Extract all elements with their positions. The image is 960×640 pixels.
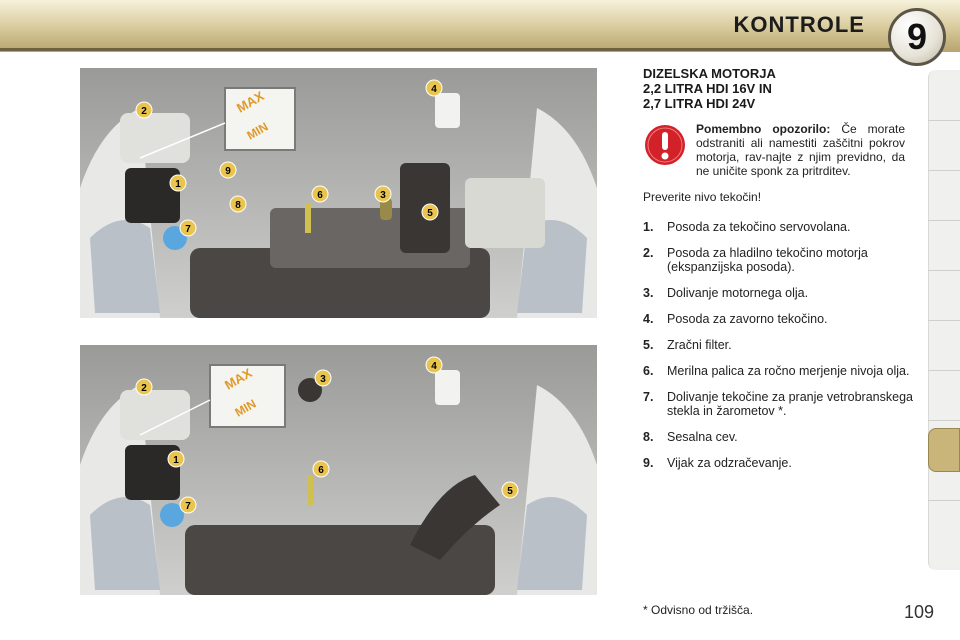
max-mark-label: MAX [222,365,255,393]
svg-text:6: 6 [317,190,323,201]
callout-7 [180,497,196,513]
callout-3 [375,186,391,202]
callout-8 [230,196,246,212]
svg-text:4: 4 [431,84,437,95]
engine-heading-line: DIZELSKA MOTORJA [643,66,776,81]
warning-lead: Pomembno opozorilo: [696,122,831,136]
callout-6 [313,461,329,477]
list-item: 4. Posoda za zavorno tekočino. [643,312,828,326]
callout-2 [136,379,152,395]
check-fluids-text: Preverite nivo tekočin! [643,190,762,204]
engine-heading [643,66,913,111]
svg-text:7: 7 [185,224,191,235]
component-list [643,220,913,482]
svg-text:1: 1 [173,455,179,466]
list-item: 3. Dolivanje motornega olja. [643,286,809,300]
warning-text: Če morate odstraniti ali namestiti zaščitni pokrov motorja, rav-najte z njim previdno, da ne uničite sponk za pritrditev. [696,122,906,178]
svg-text:2: 2 [141,106,147,117]
footnote: * Odvisno od tržišča. [643,603,754,617]
header-divider [0,48,900,51]
tab-divider [928,270,960,271]
svg-text:4: 4 [431,361,437,372]
callout-5 [422,204,438,220]
callout-2 [136,102,152,118]
min-mark-label: MIN [232,396,259,420]
tab-divider [928,420,960,421]
svg-text:3: 3 [380,190,386,201]
svg-text:3: 3 [320,374,326,385]
min-mark-label: MIN [244,119,271,143]
max-mark-label: MAX [234,88,267,116]
engine-heading-line: 2,2 LITRA HDI 16V IN [643,81,772,96]
svg-text:5: 5 [427,208,433,219]
tab-divider [928,370,960,371]
callout-3 [315,370,331,386]
tab-divider [928,500,960,501]
svg-text:9: 9 [225,166,231,177]
page-number: 109 [904,602,935,622]
list-item: 7. Dolivanje tekočine za pranje vetrobranskega stekla in žarometov *. [643,390,913,418]
callout-4 [426,80,442,96]
svg-text:7: 7 [185,501,191,512]
chapter-badge [888,8,946,66]
callout-6 [312,186,328,202]
list-item: 1. Posoda za tekočino servovolana. [643,220,851,234]
callout-4 [426,357,442,373]
list-item: 8. Sesalna cev. [643,430,738,444]
list-item: 6. Merilna palica za ročno merjenje nivoja olja. [643,364,910,378]
engine-heading-line: 2,7 LITRA HDI 24V [643,96,756,111]
callout-5 [502,482,518,498]
tab-divider [928,220,960,221]
callout-7 [180,220,196,236]
chapter-tab-active[interactable] [928,428,960,472]
svg-text:2: 2 [141,383,147,394]
callout-1 [168,451,184,467]
callout-1 [170,175,186,191]
tab-divider [928,120,960,121]
list-item: 9. Vijak za odzračevanje. [643,456,792,470]
engine-bay-image-top [80,68,597,318]
list-item: 2. Posoda za hladilno tekočino motorja (ekspanzijska posoda). [643,246,868,274]
svg-text:6: 6 [318,465,324,476]
svg-text:5: 5 [507,486,513,497]
svg-text:1: 1 [175,179,181,190]
list-item: 5. Zračni filter. [643,338,732,352]
section-title: KONTROLE [733,12,865,37]
callout-9 [220,162,236,178]
tab-divider [928,320,960,321]
tab-divider [928,170,960,171]
svg-text:8: 8 [235,200,241,211]
engine-bay-image-bottom [80,345,597,595]
warning-block [643,122,905,178]
chapter-number: 9 [906,16,928,57]
